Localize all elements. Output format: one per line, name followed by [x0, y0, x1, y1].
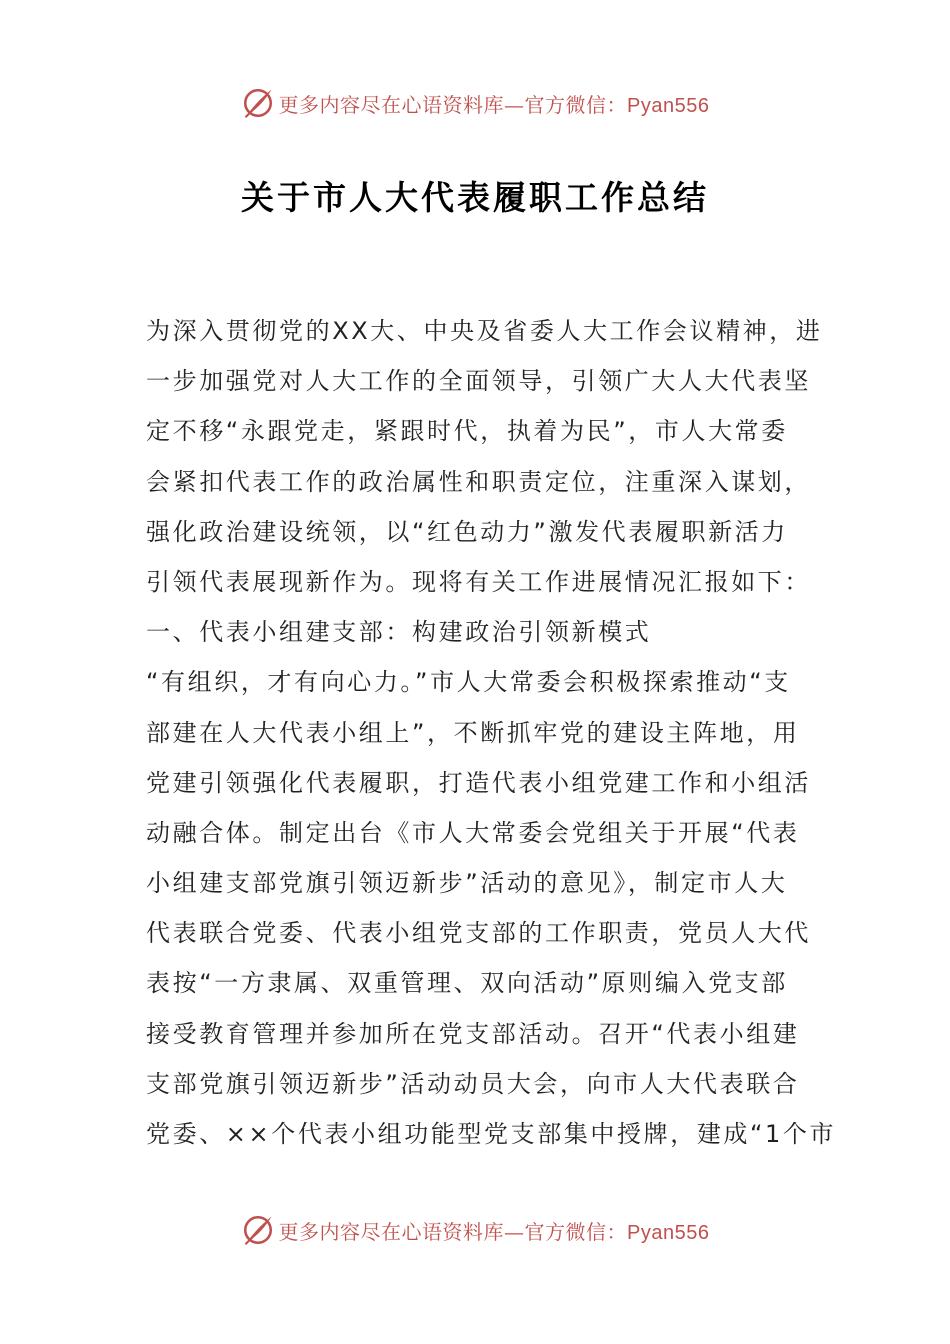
- feather-pen-logo-icon: [241, 86, 275, 120]
- watermark-header: [0, 83, 950, 123]
- body-line: 会紧扣代表工作的政治属性和职责定位，注重深入谋划，: [146, 467, 811, 496]
- watermark-label: 更多内容尽在心语资料库—官方微信：: [278, 92, 628, 117]
- body-line: 为深入贯彻党的XX大、中央及省委人大工作会议精神，进: [146, 317, 823, 345]
- body-line: 接受教育管理并参加所在党支部活动。召开“代表小组建: [146, 1019, 800, 1048]
- section-heading: 一、代表小组建支部：构建政治引领新模式: [146, 618, 652, 647]
- body-line: 党建引领强化代表履职，打造代表小组党建工作和小组活: [146, 768, 811, 797]
- watermark-handle: Pyan556: [627, 94, 710, 117]
- watermark-text: [279, 89, 710, 118]
- document-body: [146, 306, 837, 1159]
- body-line: 部建在人大代表小组上”，不断抓牢党的建设主阵地，用: [146, 718, 800, 747]
- body-line: 一步加强党对人大工作的全面领导，引领广大人大代表坚: [146, 367, 811, 396]
- watermark-label: 更多内容尽在心语资料库—官方微信：: [278, 1219, 628, 1244]
- body-line: 强化政治建设统领，以“红色动力”激发代表履职新活力: [146, 517, 788, 546]
- body-line: 小组建支部党旗引领迈新步”活动的意见》，制定市人大: [146, 869, 788, 898]
- document-title: 关于市人大代表履职工作总结: [241, 178, 709, 217]
- body-line: 定不移“永跟党走，紧跟时代，执着为民”，市人大常委: [146, 417, 788, 446]
- body-line: 表按“一方隶属、双重管理、双向活动”原则编入党支部: [146, 969, 788, 998]
- watermark-handle: Pyan556: [627, 1221, 710, 1244]
- body-line: 引领代表展现新作为。现将有关工作进展情况汇报如下：: [146, 567, 811, 596]
- body-line: 支部党旗引领迈新步”活动动员大会，向市人大代表联合: [146, 1069, 800, 1098]
- body-line: 动融合体。制定出台《市人大常委会党组关于开展“代表: [146, 818, 800, 847]
- body-line: 党委、××个代表小组功能型党支部集中授牌，建成“1个市: [146, 1120, 837, 1148]
- feather-pen-logo-icon: [241, 1213, 275, 1247]
- watermark-footer: [0, 1210, 950, 1250]
- watermark-text: [279, 1216, 710, 1245]
- body-line: 代表联合党委、代表小组党支部的工作职责，党员人大代: [146, 919, 811, 948]
- body-line: “有组织，才有向心力。”市人大常委会积极探索推动“支: [146, 668, 791, 697]
